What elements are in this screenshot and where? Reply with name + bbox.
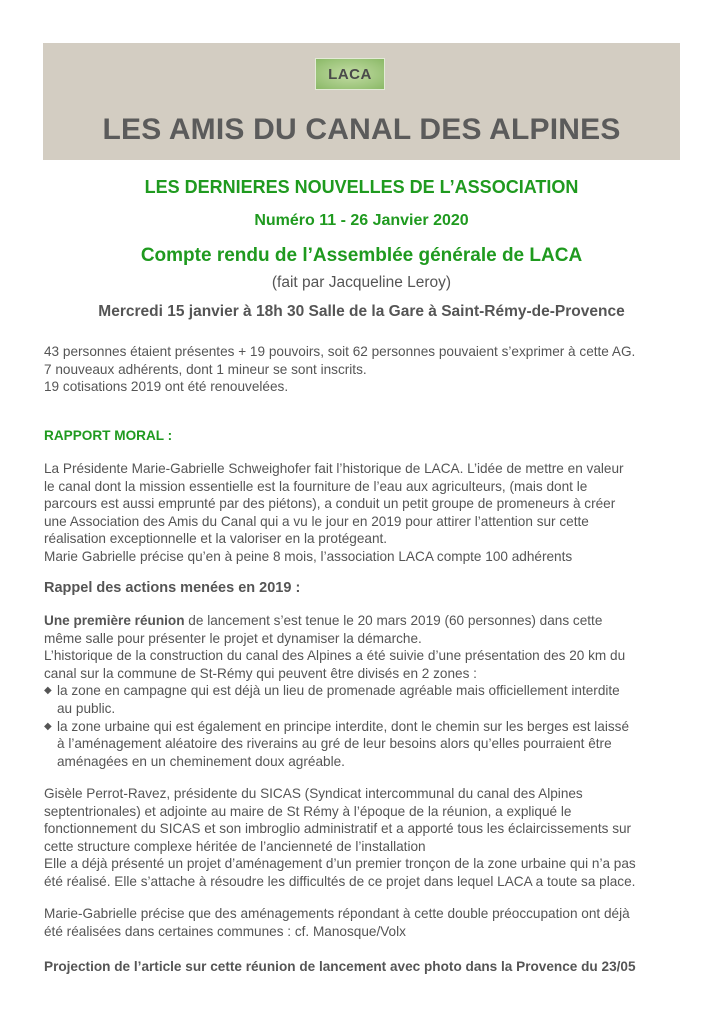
list-item: [44, 682, 694, 717]
text-line: Marie-Gabrielle précise que des aménagements répondant à cette double préoccupation ont déjà: [44, 906, 630, 921]
text-line: fonctionnement du SICAS et son imbroglio administratif et a apporté tous les éclaircissements sur: [44, 821, 632, 837]
newsletter-heading: LES DERNIERES NOUVELLES DE L’ASSOCIATION: [144, 177, 579, 197]
author-line: (fait par Jacqueline Leroy): [271, 274, 452, 291]
text-line: Elle a déjà présenté un projet d’aménagement d’un premier tronçon de la zone urbaine qui n’a pas: [44, 856, 636, 872]
text-line: [44, 612, 694, 630]
text-line: canal sur la commune de St-Rémy qui peuvent être divisés en 2 zones :: [44, 665, 477, 681]
text-line: la zone en campagne qui est déjà un lieu de promenade agréable mais officiellement interdite: [57, 683, 620, 699]
attendance-line: 43 personnes étaient présentes + 19 pouvoirs, soit 62 personnes pouvaient s’exprimer à cette AG.: [44, 344, 636, 359]
text-line: septentrionales) et adjointe au maire de St Rémy à l’époque de la réunion, a expliqué le: [44, 803, 572, 819]
rapport-moral-label: RAPPORT MORAL :: [44, 428, 173, 443]
text-line: L’historique de la construction du canal des Alpines a été suivie d’une présentation des 20 km du: [44, 648, 626, 664]
text-line: le canal dont la mission essentielle est la fourniture de l’eau aux agriculteurs, (mais dont le: [44, 478, 588, 494]
text-line: réalisation exceptionnelle et la valoriser en la protégeant.: [44, 531, 388, 547]
text-line: au public.: [57, 700, 116, 716]
text-line: été réalisé. Elle s’attache à résoudre les difficultés de ce projet dans lequel LACA a toute sa place.: [44, 873, 636, 889]
diamond-bullet-icon: ◆: [44, 685, 52, 697]
first-meeting-rest: de lancement s’est tenue le 20 mars 2019 (60 personnes) dans cette: [184, 613, 603, 628]
actions-heading: Rappel des actions menées en 2019 :: [44, 580, 301, 596]
text-line: aménagées en un cheminement doux agréable.: [57, 753, 345, 769]
projection-line: Projection de l’article sur cette réunion de lancement avec photo dans la Provence du 23/05: [44, 959, 636, 974]
diamond-bullet-icon: ◆: [44, 720, 52, 732]
attendance-block: [44, 343, 694, 396]
attendance-line: 19 cotisations 2019 ont été renouvelées.: [44, 379, 289, 395]
banner-title: LES AMIS DU CANAL DES ALPINES: [102, 113, 621, 146]
issue-heading: Numéro 11 - 26 Janvier 2020: [254, 212, 469, 229]
text-line: cette structure complexe héritée de l’ancienneté de l’installation: [44, 838, 426, 854]
sicas-text: [44, 785, 694, 891]
report-title: Compte rendu de l’Assemblée générale de LACA: [140, 245, 583, 266]
actions-text: [44, 612, 694, 770]
text-line: la zone urbaine qui est également en principe interdite, dont le chemin sur les berges est laissé: [57, 718, 630, 734]
text-line: une Association des Amis du Canal qui a vu le jour en 2019 pour attirer l’attention sur cette: [44, 513, 589, 529]
text-line: Marie Gabrielle précise qu’en à peine 8 mois, l’association LACA compte 100 adhérents: [44, 548, 573, 564]
text-line: même salle pour présenter le projet et dynamiser la démarche.: [44, 630, 422, 646]
list-item: [44, 718, 694, 771]
amenagements-text: [44, 905, 694, 940]
meeting-line: Mercredi 15 janvier à 18h 30 Salle de la Gare à Saint-Rémy-de-Provence: [98, 303, 625, 320]
laca-logo: LACA: [315, 58, 385, 90]
first-meeting-bold: Une première réunion: [44, 613, 185, 628]
text-line: à l’aménagement aléatoire des riverains au gré de leur besoins alors qu’elles pourraient être: [57, 736, 612, 752]
text-line: La Présidente Marie-Gabrielle Schweighofer fait l’historique de LACA. L’idée de mettre en valeur: [44, 461, 624, 476]
text-line: parcours est aussi emprunté par des piétons), a conduit un petit groupe de promeneurs à créer: [44, 496, 616, 512]
attendance-line: 7 nouveaux adhérents, dont 1 mineur se sont inscrits.: [44, 361, 367, 377]
header-banner: [43, 43, 680, 160]
text-line: Gisèle Perrot-Ravez, présidente du SICAS (Syndicat intercommunal du canal des Alpines: [44, 786, 583, 801]
rapport-moral-text: [44, 460, 694, 566]
text-line: été réalisées dans certaines communes : cf. Manosque/Volx: [44, 923, 406, 939]
